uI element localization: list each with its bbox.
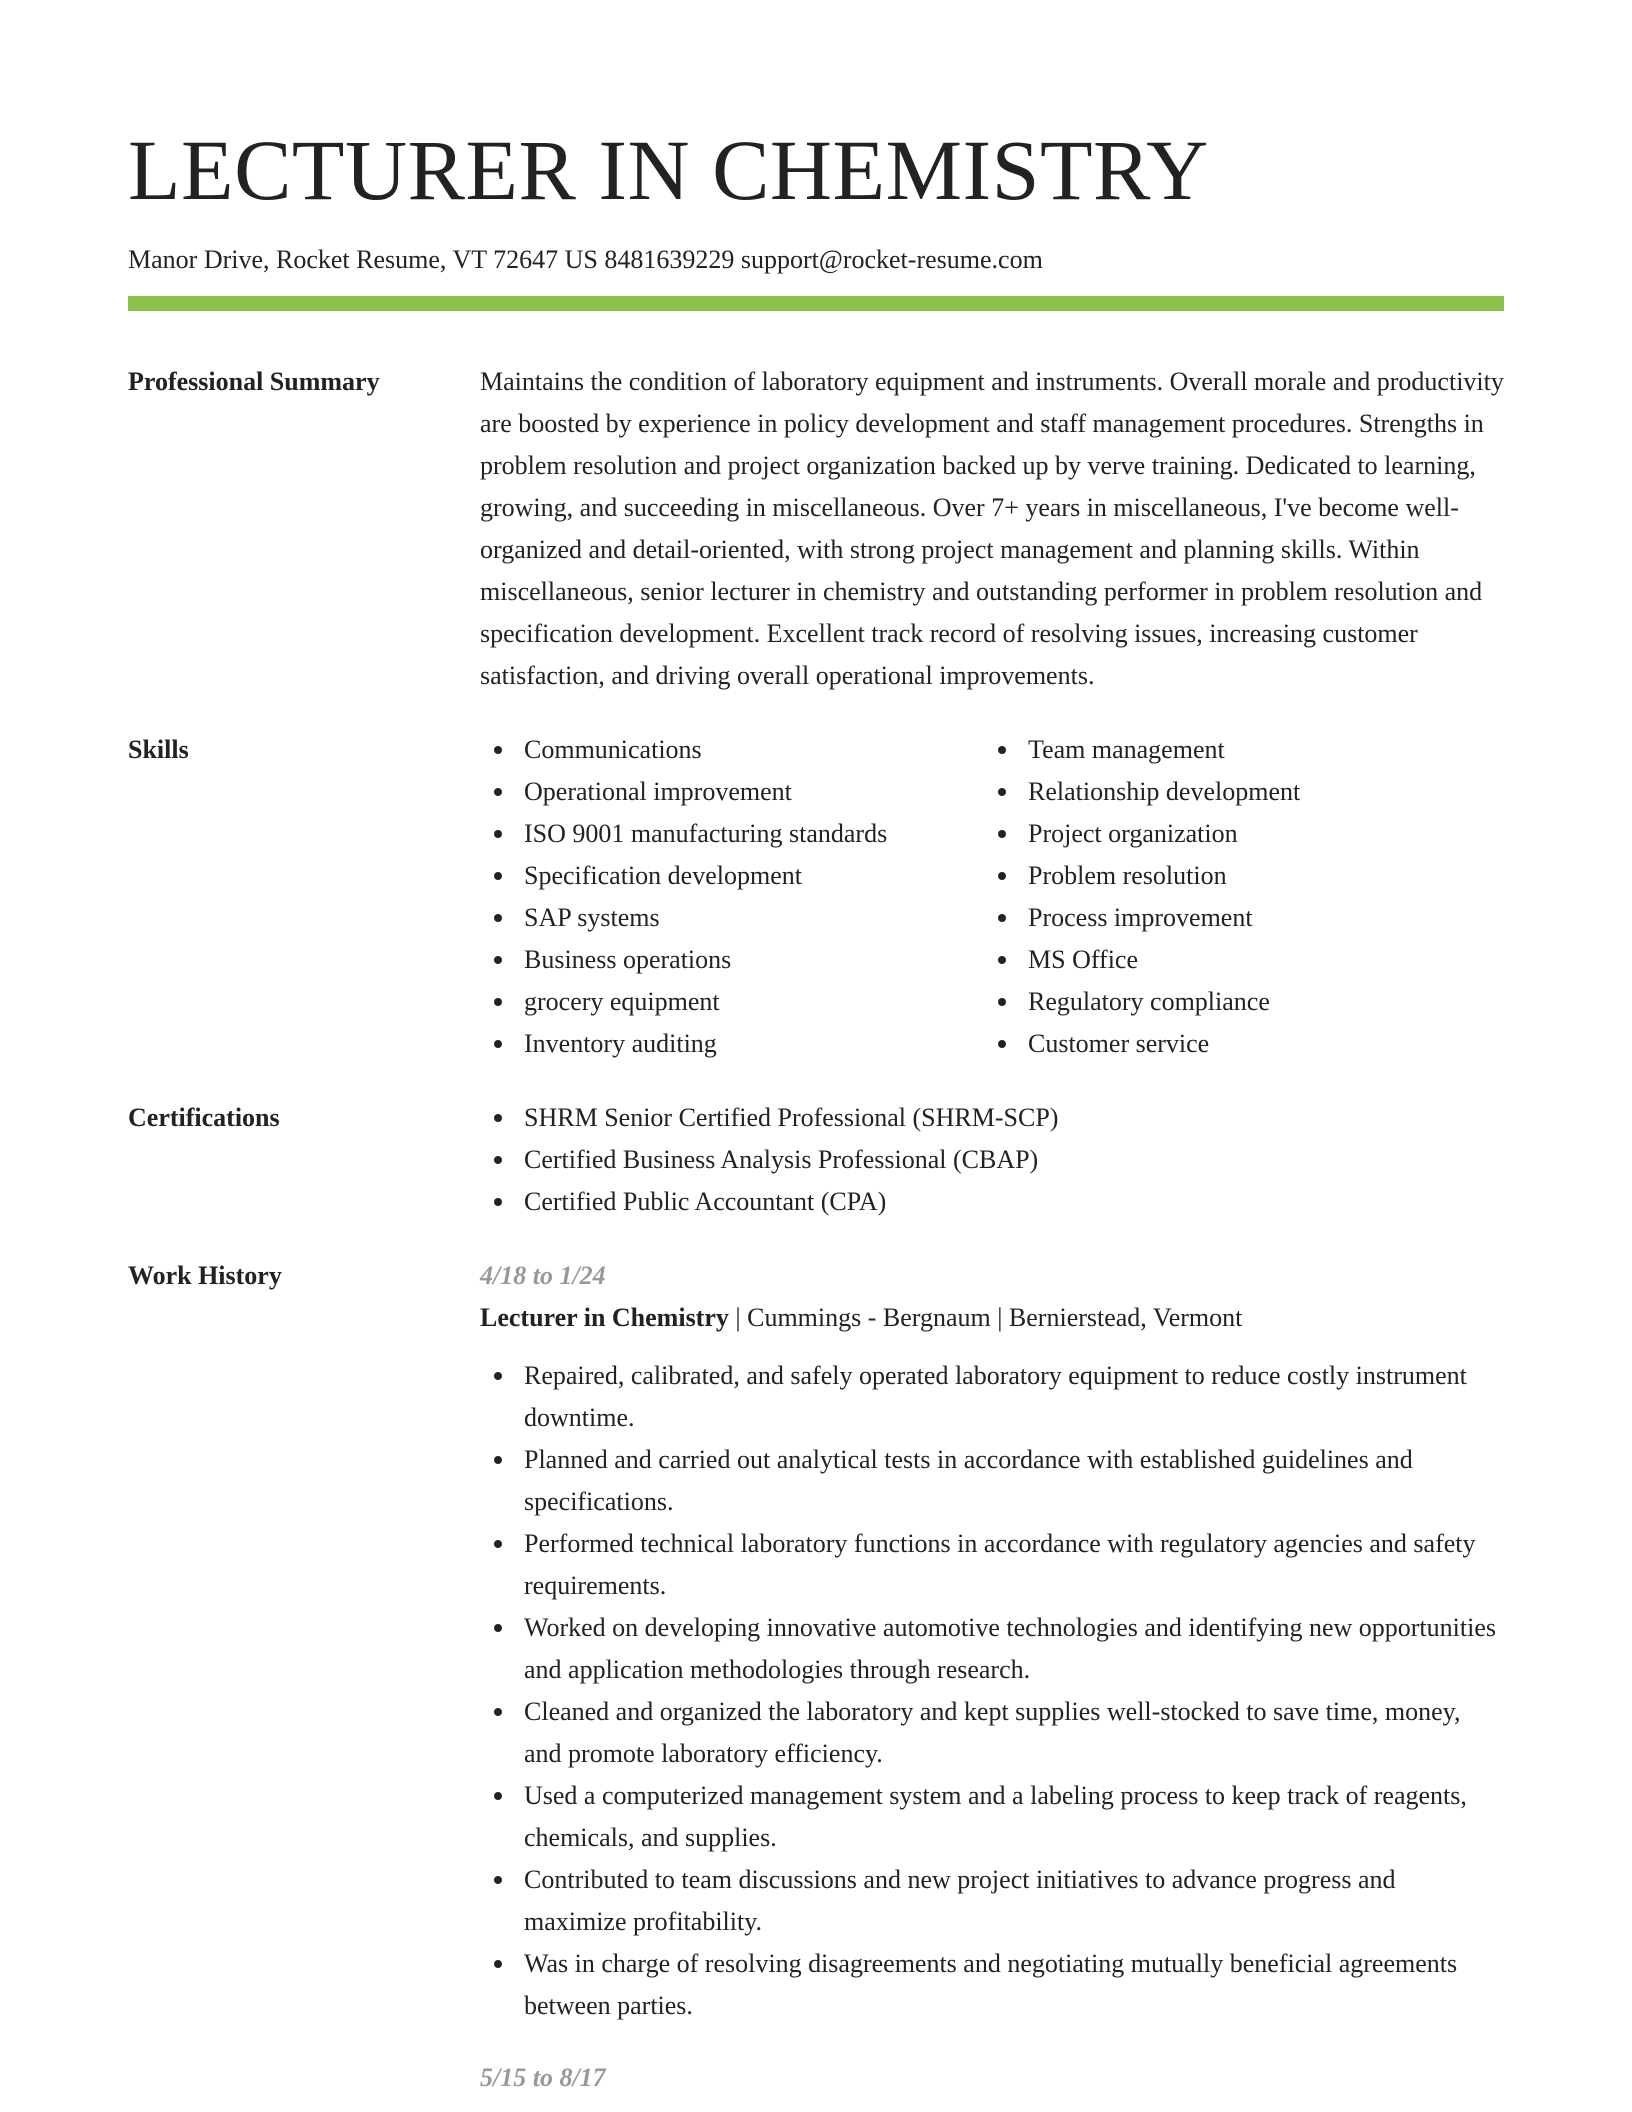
section-heading-certifications: Certifications — [128, 1103, 280, 1132]
responsibility-item: Was in charge of resolving disagreements and negotiating mutually beneficial agreements between parties. — [480, 1943, 1504, 2027]
skill-item: Specification development — [480, 855, 984, 897]
bullet-icon — [494, 956, 502, 964]
bullet-icon — [998, 746, 1006, 754]
bullet-icon — [494, 746, 502, 754]
job-heading — [480, 1297, 1504, 1339]
resume-title: LECTURER IN CHEMISTRY — [128, 122, 1209, 218]
bullet-icon — [998, 830, 1006, 838]
job-employer-location: | Cummings - Bergnaum | Bernierstead, Vermont — [728, 1303, 1243, 1332]
bullet-icon — [494, 788, 502, 796]
bullet-icon — [494, 1040, 502, 1048]
skill-item: Relationship development — [984, 771, 1488, 813]
responsibility-item: Contributed to team discussions and new project initiatives to advance progress and maximize profitability. — [480, 1859, 1504, 1943]
skill-item: Business operations — [480, 939, 984, 981]
bullet-icon — [494, 830, 502, 838]
skills-list-left — [480, 729, 984, 1065]
section-heading-skills: Skills — [128, 735, 189, 764]
responsibility-item: Repaired, calibrated, and safely operated laboratory equipment to reduce costly instrument downtime. — [480, 1355, 1504, 1439]
section-heading-work-history: Work History — [128, 1261, 282, 1290]
certification-item: SHRM Senior Certified Professional (SHRM-SCP) — [480, 1097, 1504, 1139]
bullet-icon — [998, 956, 1006, 964]
bullet-icon — [494, 1198, 502, 1206]
bullet-icon — [494, 1876, 502, 1884]
certifications-list — [480, 1097, 1504, 1223]
responsibility-item: Worked on developing innovative automotive technologies and identifying new opportunities and application methodologies through research. — [480, 1607, 1504, 1691]
skill-item: Project organization — [984, 813, 1488, 855]
certification-item: Certified Business Analysis Professional (CBAP) — [480, 1139, 1504, 1181]
professional-summary-section — [128, 361, 1504, 697]
bullet-icon — [998, 788, 1006, 796]
responsibility-item: Planned and carried out analytical tests in accordance with established guidelines and specifications. — [480, 1439, 1504, 1523]
skill-item: Team management — [984, 729, 1488, 771]
skill-item: Regulatory compliance — [984, 981, 1488, 1023]
bullet-icon — [998, 1040, 1006, 1048]
work-history-section — [128, 1255, 1504, 2099]
job-dates: 4/18 to 1/24 — [480, 1261, 606, 1290]
skill-item: MS Office — [984, 939, 1488, 981]
skill-item: grocery equipment — [480, 981, 984, 1023]
bullet-icon — [494, 1960, 502, 1968]
responsibility-item: Cleaned and organized the laboratory and kept supplies well-stocked to save time, money, and promote laboratory efficiency. — [480, 1691, 1504, 1775]
bullet-icon — [494, 1372, 502, 1380]
bullet-icon — [494, 1540, 502, 1548]
job-spacer — [480, 2027, 1504, 2057]
bullet-icon — [494, 1156, 502, 1164]
certifications-section — [128, 1097, 1504, 1223]
job-dates: 5/15 to 8/17 — [480, 2063, 606, 2092]
certification-item: Certified Public Accountant (CPA) — [480, 1181, 1504, 1223]
skill-item: Operational improvement — [480, 771, 984, 813]
job-responsibilities-list — [480, 1355, 1504, 2027]
responsibility-item: Used a computerized management system and a labeling process to keep track of reagents, chemicals, and supplies. — [480, 1775, 1504, 1859]
bullet-icon — [494, 1792, 502, 1800]
responsibility-item: Performed technical laboratory functions in accordance with regulatory agencies and safety requirements. — [480, 1523, 1504, 1607]
skills-list-right — [984, 729, 1488, 1065]
skill-item: SAP systems — [480, 897, 984, 939]
bullet-icon — [494, 914, 502, 922]
bullet-icon — [494, 1708, 502, 1716]
summary-text: Maintains the condition of laboratory equipment and instruments. Overall morale and productivity are boosted by experience in policy development and staff management procedures. Strengths in problem resolution and project organization backed up by verve training. Dedicated to learning, growing, and succeeding in miscellaneous. Over 7+ years in miscellaneous, I've become well-organized and detail-oriented, with strong project management and planning skills. Within miscellaneous, senior lecturer in chemistry and outstanding performer in problem resolution and specification development. Excellent track record of resolving issues, increasing customer satisfaction, and driving overall operational improvements. — [480, 367, 1504, 690]
bullet-icon — [494, 1114, 502, 1122]
bullet-icon — [494, 1456, 502, 1464]
section-heading-summary: Professional Summary — [128, 367, 380, 396]
skill-item: Process improvement — [984, 897, 1488, 939]
bullet-icon — [494, 1624, 502, 1632]
skill-item: Problem resolution — [984, 855, 1488, 897]
bullet-icon — [998, 872, 1006, 880]
bullet-icon — [998, 914, 1006, 922]
skill-item: Communications — [480, 729, 984, 771]
bullet-icon — [494, 872, 502, 880]
skill-item: Customer service — [984, 1023, 1488, 1065]
skill-item: ISO 9001 manufacturing standards — [480, 813, 984, 855]
job-title: Lecturer in Chemistry — [480, 1303, 729, 1332]
bullet-icon — [494, 998, 502, 1006]
accent-divider — [128, 296, 1504, 311]
skill-item: Inventory auditing — [480, 1023, 984, 1065]
contact-info: Manor Drive, Rocket Resume, VT 72647 US 8481639229 support@rocket-resume.com — [128, 245, 1043, 274]
resume-page — [128, 0, 1504, 2099]
bullet-icon — [998, 998, 1006, 1006]
skills-section — [128, 729, 1504, 1065]
